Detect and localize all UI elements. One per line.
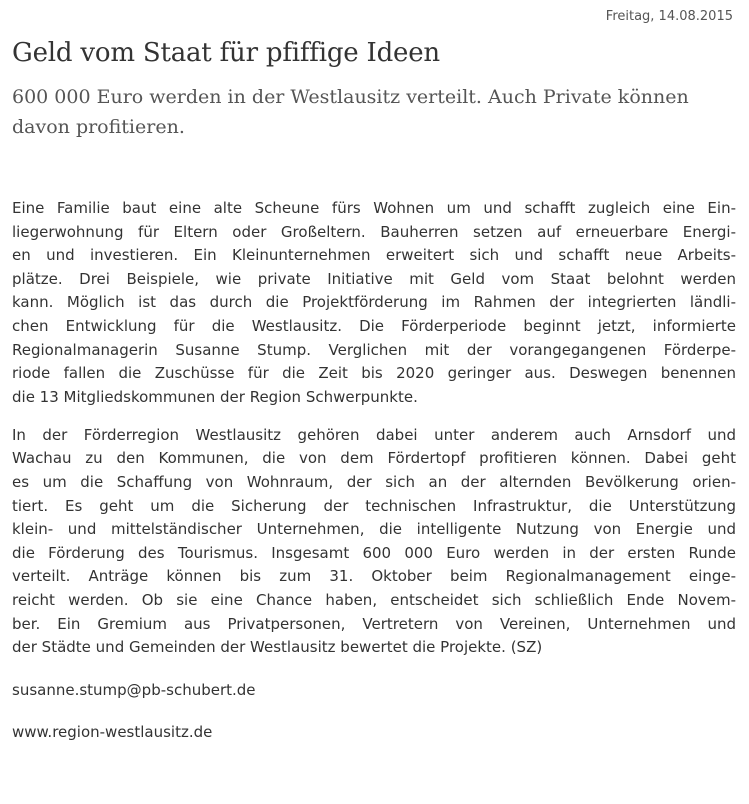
article-paragraph-1 (12, 197, 736, 409)
paragraph-line: verteilt. Anträge können bis zum 31. Oktober beim Regionalmanagement einge- (12, 567, 736, 586)
article-paragraph-2 (12, 424, 736, 660)
paragraph-line: reicht werden. Ob sie eine Chance haben, entscheidet sich schließlich Ende Novem- (12, 591, 736, 609)
paragraph-line: liegerwohnung für Eltern oder Großeltern. Bauherren setzen auf erneuerbare Energi- (12, 222, 736, 241)
paragraph-line: die Förderung des Tourismus. Insgesamt 600 000 Euro werden in der ersten Runde (12, 543, 736, 562)
website-address: www.region-westlausitz.de (12, 723, 213, 742)
article-subheadline: 600 000 Euro werden in der Westlausitz verteilt. Auch Private können davon profitieren. (12, 86, 689, 138)
paragraph-line: Regionalmanagerin Susanne Stump. Verglichen mit der vorangegangenen Förderpe- (12, 340, 736, 359)
paragraph-line: plätze. Drei Beispiele, wie private Initiative mit Geld vom Staat belohnt werden (12, 269, 736, 288)
paragraph-line: chen Entwicklung für die Westlausitz. Die Förderperiode beginnt jetzt, informierte (12, 316, 736, 335)
paragraph-line: riode fallen die Zuschüsse für die Zeit bis 2020 geringer aus. Deswegen benennen (12, 364, 736, 383)
paragraph-line: es um die Schaffung von Wohnraum, der sich an der alternden Bevölkerung orien- (12, 473, 736, 492)
paragraph-line: klein- und mittelständischer Unternehmen, die intelligente Nutzung von Energie und (12, 520, 736, 539)
paragraph-line: kann. Möglich ist das durch die Projektförderung im Rahmen der integrierten ländli- (12, 293, 736, 312)
paragraph-line: tiert. Es geht um die Sicherung der technischen Infrastruktur, die Unterstützung (12, 496, 736, 515)
paragraph-line: ber. Ein Gremium aus Privatpersonen, Vertretern von Vereinen, Unternehmen und (12, 614, 736, 633)
article-headline: Geld vom Staat für pfiffige Ideen (12, 38, 440, 68)
paragraph-line: Eine Familie baut eine alte Scheune fürs Wohnen um und schafft zugleich eine Ein- (12, 199, 736, 217)
paragraph-line: en und investieren. Ein Kleinunternehmen erweitert sich und schafft neue Arbeits- (12, 246, 736, 265)
paragraph-line: In der Förderregion Westlausitz gehören dabei unter anderem auch Arnsdorf und (12, 425, 736, 444)
paragraph-line: die 13 Mitgliedskommunen der Region Schwerpunkte. (12, 387, 418, 406)
publication-date: Freitag, 14.08.2015 (605, 9, 733, 24)
paragraph-line: der Städte und Gemeinden der Westlausitz bewertet die Projekte. (SZ) (12, 638, 543, 657)
paragraph-line: Wachau zu den Kommunen, die von dem Fördertopf profitieren können. Dabei geht (12, 449, 736, 468)
contact-email: susanne.stump@pb-schubert.de (12, 680, 256, 699)
article-body (12, 197, 736, 745)
